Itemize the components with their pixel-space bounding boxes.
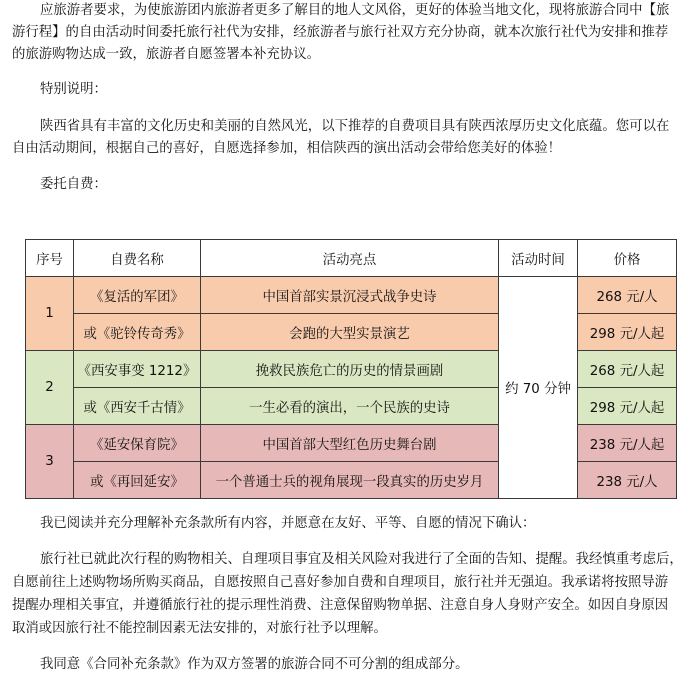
activity-price: 238 元/人起 <box>578 425 677 462</box>
intro-line-3: 的旅游购物达成一致，旅游者自愿签署本补充协议。 <box>12 47 320 62</box>
notice-line-3: 提醒办理相关事宜，并遵循旅行社的提示理性消费、注意保留购物单据、注意自身人身财产安全。如因自身原因 <box>12 598 669 613</box>
optional-activities-table <box>25 239 677 499</box>
activity-name: 或《西安千古情》 <box>74 388 201 425</box>
activity-highlight: 中国首部实景沉浸式战争史诗 <box>201 277 499 314</box>
activity-price: 268 元/人起 <box>578 351 677 388</box>
notice-line-1: 旅行社已就此次行程的购物相关、自理项目事宜及相关风险对我进行了全面的告知、提醒。我经慎重考虑后， <box>40 552 683 567</box>
activity-duration: 约 70 分钟 <box>499 277 578 499</box>
group-number: 3 <box>26 425 74 499</box>
activity-price: 298 元/人起 <box>578 388 677 425</box>
table-row <box>26 351 677 388</box>
activity-name: 《复活的军团》 <box>74 277 201 314</box>
header-duration: 活动时间 <box>499 240 578 277</box>
activity-name: 或《驼铃传奇秀》 <box>74 314 201 351</box>
activity-highlight: 一生必看的演出，一个民族的史诗 <box>201 388 499 425</box>
activity-name: 《延安保育院》 <box>74 425 201 462</box>
intro-line-2: 游行程】的自由活动时间委托旅行社代为安排，经旅游者与旅行社双方充分协商，就本次旅行社代为安排和推荐 <box>12 25 669 40</box>
notice-line-4: 取消或因旅行社不能控制因素无法安排的，对旅行社予以理解。 <box>12 621 387 636</box>
shaanxi-line-1: 陕西省具有丰富的文化历史和美丽的自然风光，以下推荐的自费项目具有陕西浓厚历史文化底蕴。您可以在 <box>40 119 670 134</box>
group-number: 1 <box>26 277 74 351</box>
table-row <box>26 314 677 351</box>
activity-name: 或《再回延安》 <box>74 462 201 499</box>
header-name: 自费名称 <box>74 240 201 277</box>
activity-highlight: 中国首部大型红色历史舞台剧 <box>201 425 499 462</box>
table-row <box>26 462 677 499</box>
activity-name: 《西安事变 1212》 <box>74 351 201 388</box>
entrust-label: 委托自费： <box>40 177 107 192</box>
intro-line-1: 应旅游者要求，为使旅游团内旅游者更多了解目的地人文风俗，更好的体验当地文化，现将旅游合同中【旅 <box>40 3 670 18</box>
activity-highlight: 会跑的大型实景演艺 <box>201 314 499 351</box>
shaanxi-line-2: 自由活动期间，根据自己的喜好，自愿选择参加，相信陕西的演出活动会带给您美好的体验！ <box>12 141 562 156</box>
table-row <box>26 277 677 314</box>
header-price: 价格 <box>578 240 677 277</box>
activity-highlight: 一个普通士兵的视角展现一段真实的历史岁月 <box>201 462 499 499</box>
header-no: 序号 <box>26 240 74 277</box>
special-note-heading: 特别说明： <box>40 82 107 97</box>
table-header-row <box>26 240 677 277</box>
confirm-statement: 我已阅读并充分理解补充条款所有内容，并愿意在友好、平等、自愿的情况下确认： <box>40 516 536 531</box>
activity-highlight: 挽救民族危亡的历史的情景画剧 <box>201 351 499 388</box>
agree-statement: 我同意《合同补充条款》作为双方签署的旅游合同不可分割的组成部分。 <box>40 657 469 672</box>
header-highlight: 活动亮点 <box>201 240 499 277</box>
notice-line-2: 自愿前往上述购物场所购买商品，自愿按照自己喜好参加自费和自理项目，旅行社并无强迫。我承诺将按照导游 <box>12 575 669 590</box>
group-number: 2 <box>26 351 74 425</box>
table-row <box>26 425 677 462</box>
activity-price: 238 元/人 <box>578 462 677 499</box>
table-row <box>26 388 677 425</box>
activity-price: 268 元/人 <box>578 277 677 314</box>
activity-price: 298 元/人起 <box>578 314 677 351</box>
